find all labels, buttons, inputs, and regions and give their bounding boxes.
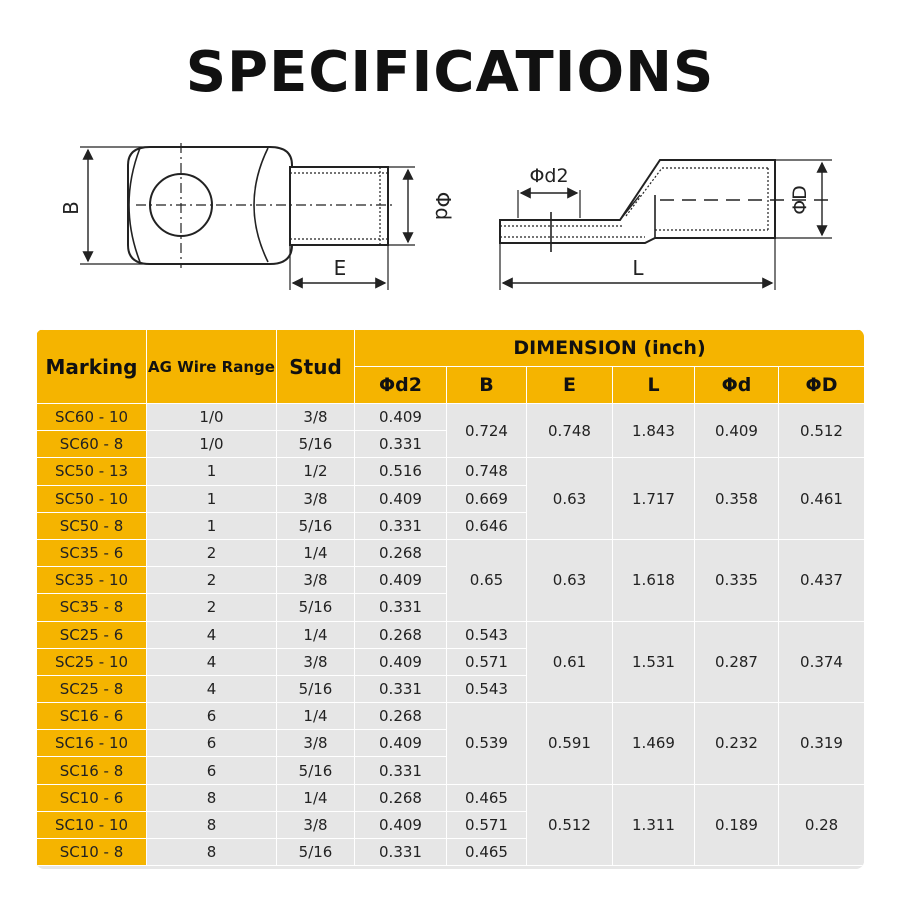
- cell-d2: 0.409: [355, 648, 447, 675]
- cell-l: 1.618: [613, 539, 695, 621]
- cell-phi-d: 0.335: [695, 539, 779, 621]
- cell-marking: SC10 - 10: [37, 811, 147, 838]
- cell-stud: 3/8: [277, 567, 355, 594]
- cell-ag: 8: [147, 811, 277, 838]
- cell-phi-big-d: 0.512: [779, 404, 865, 458]
- table-row: [37, 458, 865, 485]
- cell-e: 0.748: [527, 404, 613, 458]
- cell-d2: 0.331: [355, 675, 447, 702]
- cell-phi-d: 0.358: [695, 458, 779, 540]
- cell-e: 0.61: [527, 621, 613, 703]
- cell-l: 1.469: [613, 703, 695, 785]
- specifications-table: [36, 329, 864, 866]
- cell-stud: 5/16: [277, 757, 355, 784]
- cell-marking: SC50 - 8: [37, 512, 147, 539]
- header-ag-wire-range: AG Wire Range: [147, 330, 277, 404]
- cell-stud: 1/4: [277, 703, 355, 730]
- label-phi-d2: Φd2: [529, 165, 569, 187]
- cell-marking: SC35 - 6: [37, 539, 147, 566]
- cell-ag: 1: [147, 512, 277, 539]
- lug-dimension-diagram: [0, 130, 900, 300]
- cell-marking: SC25 - 10: [37, 648, 147, 675]
- header-phi-big-d: ΦD: [779, 367, 865, 404]
- cell-phi-d: 0.189: [695, 784, 779, 866]
- cell-marking: SC16 - 8: [37, 757, 147, 784]
- cell-phi-big-d: 0.437: [779, 539, 865, 621]
- label-l: L: [632, 256, 644, 280]
- cell-ag: 1/0: [147, 404, 277, 431]
- cell-b: 0.724: [447, 404, 527, 458]
- cell-l: 1.311: [613, 784, 695, 866]
- cell-stud: 3/8: [277, 404, 355, 431]
- lug-top-view: [80, 143, 415, 290]
- cell-ag: 6: [147, 730, 277, 757]
- cell-marking: SC16 - 6: [37, 703, 147, 730]
- cell-b: 0.539: [447, 703, 527, 785]
- cell-stud: 3/8: [277, 811, 355, 838]
- cell-marking: SC60 - 10: [37, 404, 147, 431]
- cell-l: 1.717: [613, 458, 695, 540]
- cell-b: 0.65: [447, 539, 527, 621]
- cell-b: 0.543: [447, 675, 527, 702]
- cell-phi-big-d: 0.319: [779, 703, 865, 785]
- cell-stud: 5/16: [277, 839, 355, 866]
- cell-stud: 5/16: [277, 512, 355, 539]
- cell-d2: 0.268: [355, 703, 447, 730]
- cell-marking: SC16 - 10: [37, 730, 147, 757]
- cell-ag: 6: [147, 703, 277, 730]
- cell-d2: 0.516: [355, 458, 447, 485]
- header-phi-d2: Φd2: [355, 367, 447, 404]
- cell-d2: 0.331: [355, 757, 447, 784]
- cell-marking: SC25 - 8: [37, 675, 147, 702]
- cell-phi-big-d: 0.461: [779, 458, 865, 540]
- cell-d2: 0.409: [355, 811, 447, 838]
- cell-stud: 5/16: [277, 431, 355, 458]
- cell-stud: 1/4: [277, 784, 355, 811]
- cell-marking: SC10 - 8: [37, 839, 147, 866]
- table-row: [37, 539, 865, 566]
- header-phi-d: Φd: [695, 367, 779, 404]
- cell-d2: 0.409: [355, 567, 447, 594]
- table-row: [37, 784, 865, 811]
- cell-phi-big-d: 0.28: [779, 784, 865, 866]
- cell-phi-d: 0.232: [695, 703, 779, 785]
- label-phi-d: Φd: [431, 191, 455, 221]
- cell-ag: 1: [147, 485, 277, 512]
- cell-d2: 0.331: [355, 512, 447, 539]
- header-e: E: [527, 367, 613, 404]
- cell-d2: 0.268: [355, 621, 447, 648]
- header-stud: Stud: [277, 330, 355, 404]
- label-e: E: [333, 256, 347, 280]
- cell-stud: 1/4: [277, 539, 355, 566]
- cell-stud: 3/8: [277, 648, 355, 675]
- cell-e: 0.63: [527, 458, 613, 540]
- cell-stud: 3/8: [277, 485, 355, 512]
- cell-stud: 5/16: [277, 594, 355, 621]
- cell-d2: 0.331: [355, 431, 447, 458]
- cell-e: 0.512: [527, 784, 613, 866]
- cell-l: 1.531: [613, 621, 695, 703]
- cell-b: 0.669: [447, 485, 527, 512]
- label-phi-big-d: ΦD: [789, 185, 811, 215]
- cell-marking: SC10 - 6: [37, 784, 147, 811]
- cell-d2: 0.331: [355, 594, 447, 621]
- cell-ag: 1: [147, 458, 277, 485]
- table-row: [37, 404, 865, 431]
- cell-stud: 3/8: [277, 730, 355, 757]
- label-b: B: [59, 201, 83, 215]
- specifications-table-container: [36, 329, 864, 869]
- cell-ag: 8: [147, 839, 277, 866]
- cell-d2: 0.268: [355, 784, 447, 811]
- cell-e: 0.591: [527, 703, 613, 785]
- cell-phi-d: 0.287: [695, 621, 779, 703]
- cell-d2: 0.268: [355, 539, 447, 566]
- header-b: B: [447, 367, 527, 404]
- cell-b: 0.543: [447, 621, 527, 648]
- cell-phi-d: 0.409: [695, 404, 779, 458]
- header-marking: Marking: [37, 330, 147, 404]
- cell-b: 0.465: [447, 839, 527, 866]
- cell-marking: SC35 - 10: [37, 567, 147, 594]
- cell-ag: 4: [147, 648, 277, 675]
- cell-marking: SC35 - 8: [37, 594, 147, 621]
- cell-e: 0.63: [527, 539, 613, 621]
- cell-stud: 1/4: [277, 621, 355, 648]
- cell-b: 0.748: [447, 458, 527, 485]
- cell-b: 0.646: [447, 512, 527, 539]
- cell-marking: SC50 - 10: [37, 485, 147, 512]
- cell-ag: 2: [147, 594, 277, 621]
- table-row: [37, 703, 865, 730]
- cell-marking: SC50 - 13: [37, 458, 147, 485]
- cell-ag: 4: [147, 621, 277, 648]
- cell-d2: 0.409: [355, 730, 447, 757]
- cell-d2: 0.331: [355, 839, 447, 866]
- cell-d2: 0.409: [355, 404, 447, 431]
- cell-phi-big-d: 0.374: [779, 621, 865, 703]
- cell-b: 0.465: [447, 784, 527, 811]
- cell-marking: SC25 - 6: [37, 621, 147, 648]
- cell-ag: 6: [147, 757, 277, 784]
- cell-ag: 8: [147, 784, 277, 811]
- cell-stud: 5/16: [277, 675, 355, 702]
- header-dimension: DIMENSION (inch): [355, 330, 865, 367]
- cell-ag: 1/0: [147, 431, 277, 458]
- cell-l: 1.843: [613, 404, 695, 458]
- header-l: L: [613, 367, 695, 404]
- cell-b: 0.571: [447, 648, 527, 675]
- cell-d2: 0.409: [355, 485, 447, 512]
- cell-marking: SC60 - 8: [37, 431, 147, 458]
- cell-ag: 2: [147, 567, 277, 594]
- table-row: [37, 621, 865, 648]
- page-title: SPECIFICATIONS: [185, 40, 715, 105]
- cell-ag: 2: [147, 539, 277, 566]
- cell-stud: 1/2: [277, 458, 355, 485]
- cell-ag: 4: [147, 675, 277, 702]
- cell-b: 0.571: [447, 811, 527, 838]
